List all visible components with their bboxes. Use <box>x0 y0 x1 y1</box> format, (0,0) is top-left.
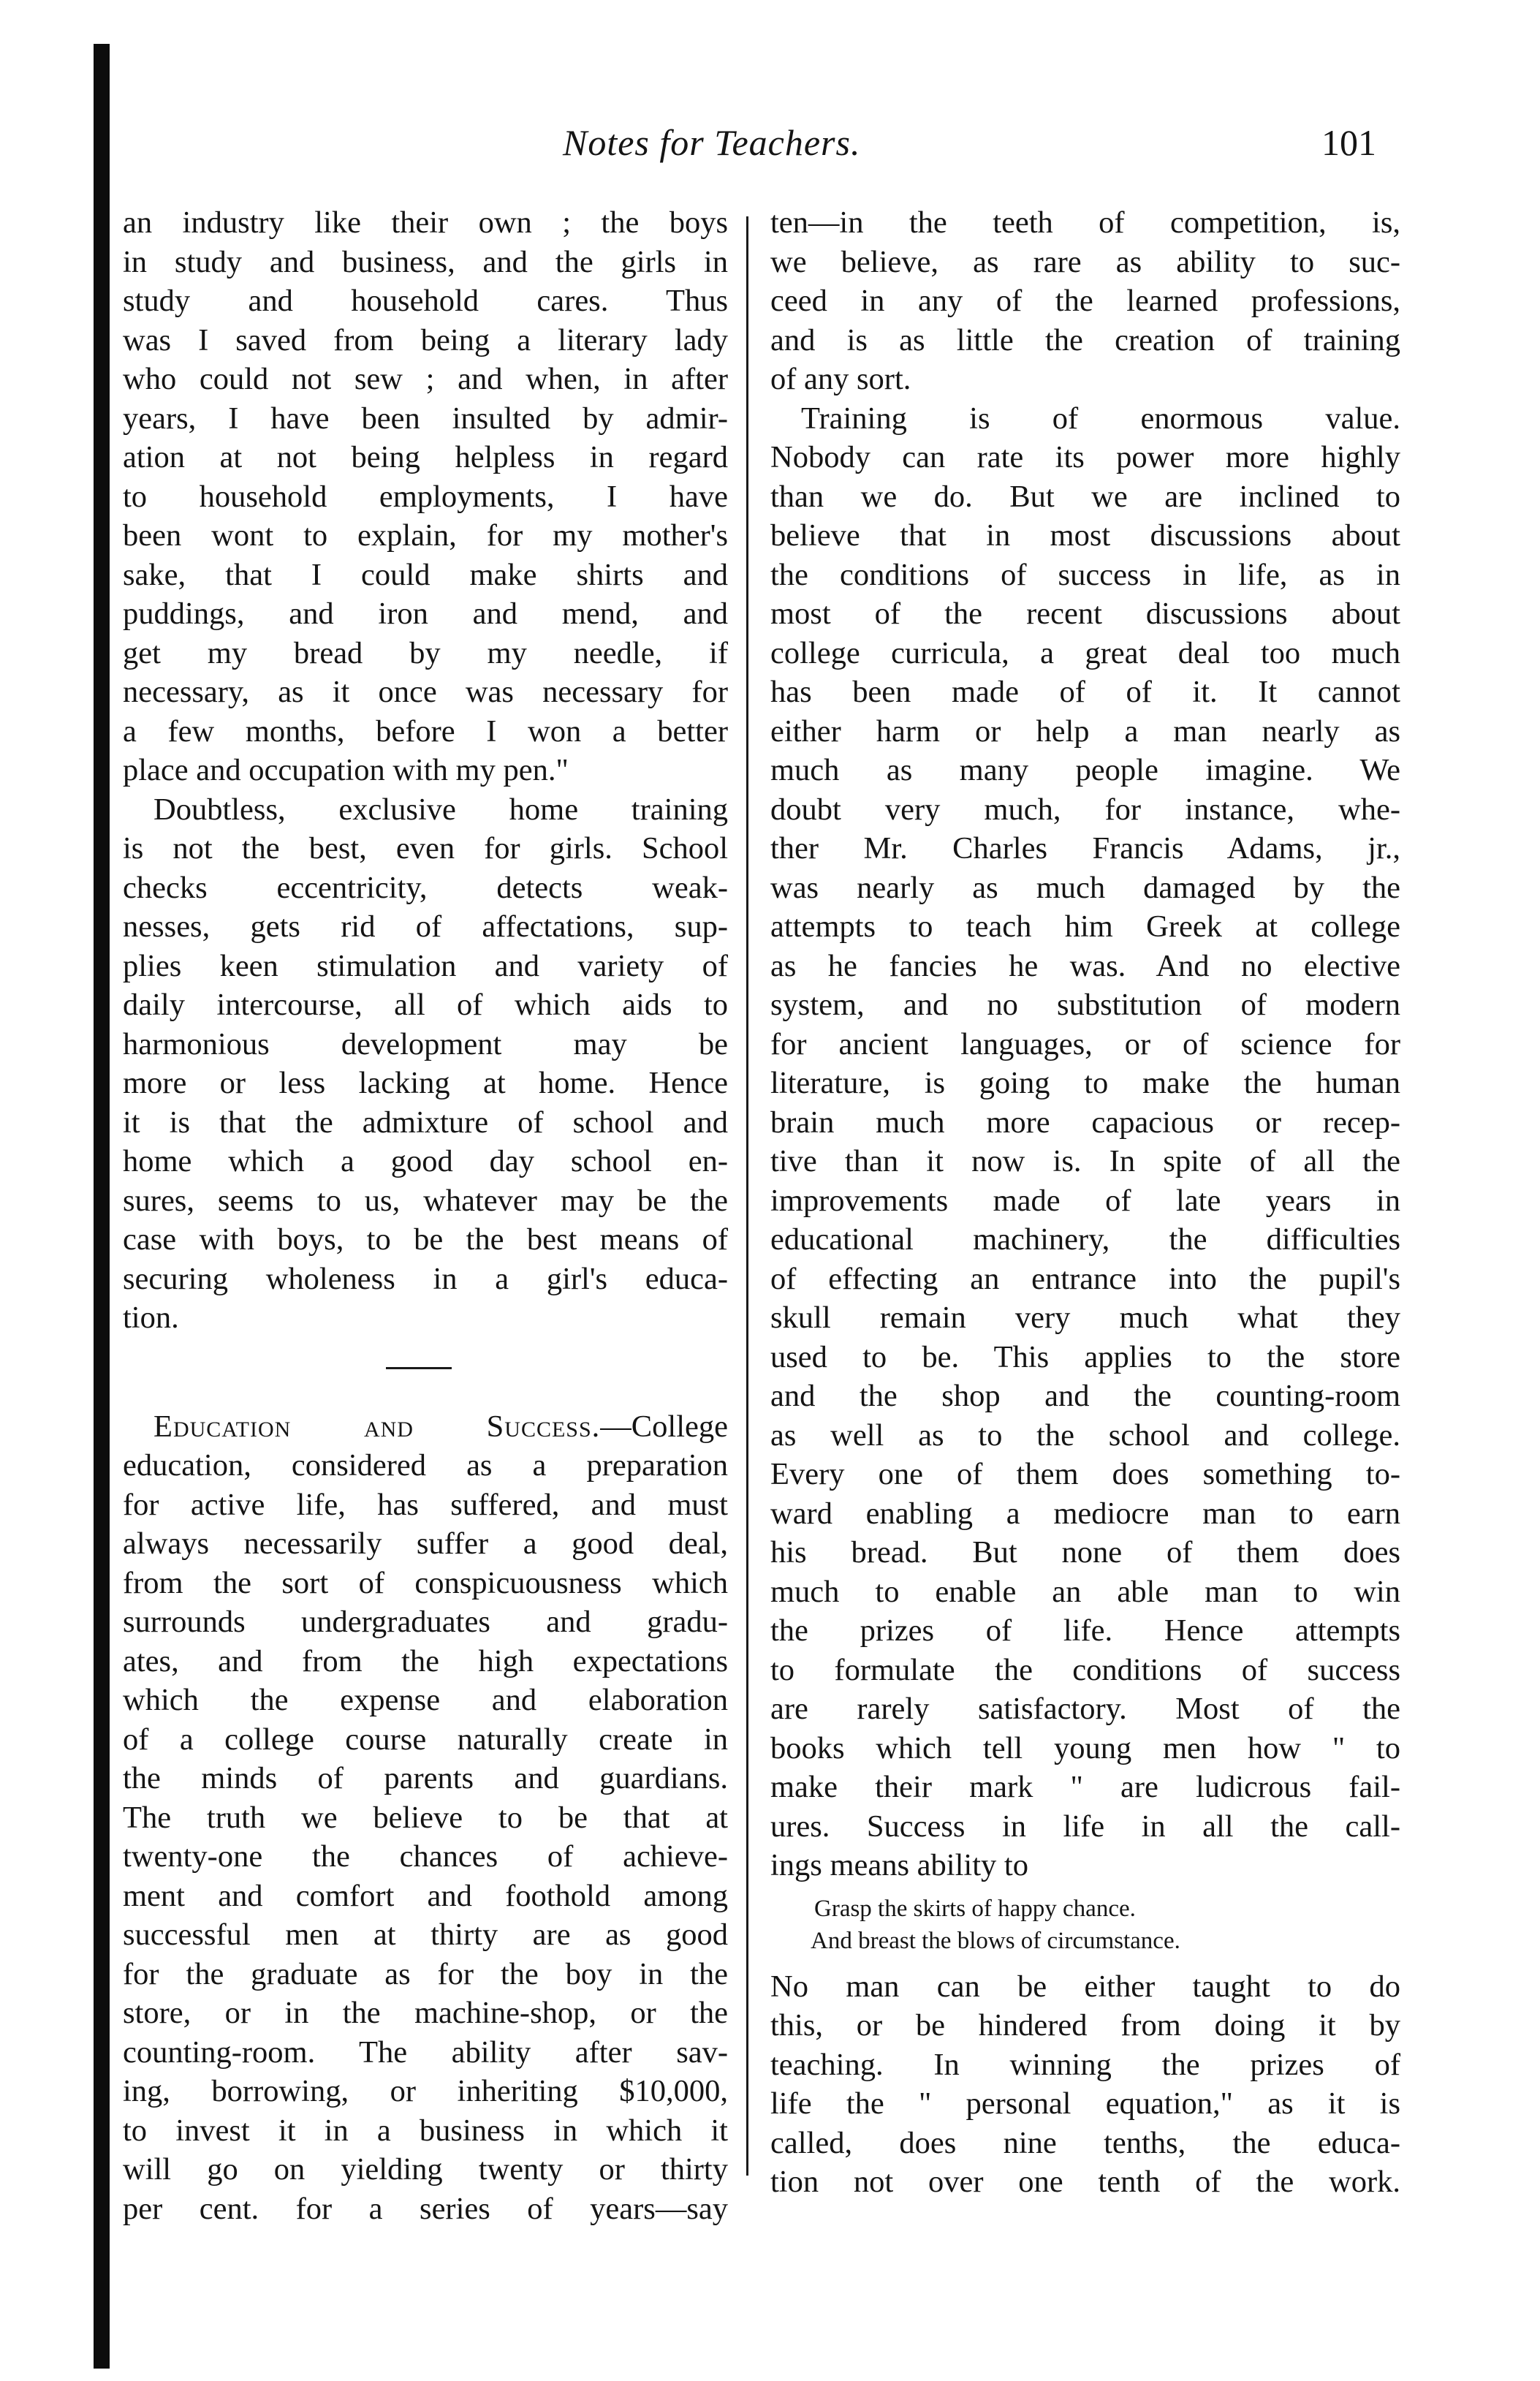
spacer <box>770 1957 1400 1967</box>
text-line: tive than it now is. In spite of all the <box>770 1144 1400 1178</box>
text-line: as he fancies he was. And no elective <box>770 948 1400 983</box>
text-line: either harm or help a man nearly as <box>770 713 1400 749</box>
text-line: his bread. But none of them does <box>770 1535 1400 1570</box>
paragraph <box>123 203 728 790</box>
text-line: skull remain very much what they <box>770 1301 1400 1335</box>
text-line: Nobody can rate its power more highly <box>770 440 1400 474</box>
paragraph <box>123 790 728 1338</box>
text-line: No man can be either taught to do <box>770 1969 1400 2004</box>
text-line: ment and comfort and foothold among <box>123 1878 728 1913</box>
text-line: Training is of enormous value. <box>801 401 1400 436</box>
text-line: which the expense and elaboration <box>123 1683 728 1717</box>
text-line: improvements made of late years in <box>770 1183 1400 1218</box>
text-line: always necessarily suffer a good deal, <box>123 1526 728 1561</box>
text-line: sake, that I could make shirts and <box>123 557 728 592</box>
text-line: more or less lacking at home. Hence <box>123 1066 728 1100</box>
text-line: place and occupation with my pen." <box>123 753 569 787</box>
text-line: Doubtless, exclusive home training <box>153 792 728 827</box>
text-line: and is as little the creation of training <box>770 322 1400 357</box>
text-line: was I saved from being a literary lady <box>123 322 728 357</box>
heading-continuation: —College <box>600 1409 728 1444</box>
text-line: The truth we believe to be that at <box>123 1800 728 1835</box>
section-divider <box>386 1367 452 1369</box>
text-line: and the shop and the counting-room <box>770 1379 1400 1413</box>
text-line: years, I have been insulted by admir- <box>123 401 728 436</box>
text-line: the prizes of life. Hence attempts <box>770 1613 1400 1648</box>
text-line: brain much more capacious or recep- <box>770 1105 1400 1140</box>
text-line <box>123 1407 728 1447</box>
text-line: tion. <box>123 1301 179 1335</box>
text-line: necessary, as it once was necessary for <box>123 675 728 709</box>
text-line: who could not sew ; and when, in after <box>123 362 728 396</box>
text-line: books which tell young men how " to <box>770 1730 1400 1765</box>
text-line: ten—in the teeth of competition, is, <box>770 205 1400 240</box>
text-line: much as many people imagine. We <box>770 753 1400 787</box>
column-divider <box>746 216 748 2176</box>
text-line: ation at not being helpless in regard <box>123 440 728 474</box>
text-line: a few months, before I won a better <box>123 713 728 749</box>
text-line: believe that in most discussions about <box>770 518 1400 553</box>
text-line: education, considered as a preparation <box>123 1448 728 1483</box>
text-line: than we do. But we are inclined to <box>770 479 1400 514</box>
text-line: teaching. In winning the prizes of <box>770 2047 1400 2082</box>
text-line: as well as to the school and college. <box>770 1417 1400 1453</box>
page-number: 101 <box>1321 122 1376 163</box>
text-line: study and household cares. Thus <box>123 284 728 318</box>
text-line: tion not over one tenth of the work. <box>770 2165 1400 2199</box>
text-line: per cent. for a series of years—say <box>123 2191 728 2226</box>
paragraph <box>770 399 1400 1885</box>
text-line: ing, borrowing, or inheriting $10,000, <box>123 2074 728 2108</box>
text-line: ther Mr. Charles Francis Adams, jr., <box>770 831 1400 866</box>
text-line: checks eccentricity, detects weak- <box>123 870 728 905</box>
paragraph <box>123 1407 728 2229</box>
text-line: has been made of of it. It cannot <box>770 675 1400 709</box>
text-line: puddings, and iron and mend, and <box>123 597 728 631</box>
running-header-title: Notes for Teachers. <box>563 122 861 163</box>
text-line: of effecting an entrance into the pupil's <box>770 1261 1400 1296</box>
text-line: ings means ability to <box>770 1848 1028 1882</box>
text-line: of any sort. <box>770 362 911 396</box>
text-line: surrounds undergraduates and gradu- <box>123 1605 728 1639</box>
text-line: ward enabling a mediocre man to earn <box>770 1496 1400 1531</box>
text-line: system, and no substitution of modern <box>770 988 1400 1022</box>
text-line: used to be. This applies to the store <box>770 1339 1400 1374</box>
text-line: literature, is going to make the human <box>770 1066 1400 1100</box>
text-line: daily intercourse, all of which aids to <box>123 988 728 1022</box>
text-line: are rarely satisfactory. Most of the <box>770 1692 1400 1726</box>
text-line: we believe, as rare as ability to suc- <box>770 244 1400 279</box>
text-line: will go on yielding twenty or thirty <box>123 2152 728 2187</box>
spacer <box>123 1338 728 1367</box>
text-line: life the " personal equation," as it is <box>770 2086 1400 2121</box>
text-line: much to enable an able man to win <box>770 1574 1400 1609</box>
text-line: doubt very much, for instance, whe- <box>770 792 1400 827</box>
text-line: to formulate the conditions of success <box>770 1652 1400 1687</box>
text-line: ates, and from the high expectations <box>123 1643 728 1678</box>
text-line: been wont to explain, for my mother's <box>123 518 728 553</box>
text-line: ceed in any of the learned professions, <box>770 284 1400 318</box>
text-line: successful men at thirty are as good <box>123 1918 728 1952</box>
book-spine-shadow <box>94 44 110 2369</box>
text-line: it is that the admixture of school and <box>123 1105 728 1140</box>
text-line: make their mark " are ludicrous fail- <box>770 1770 1400 1804</box>
text-line: attempts to teach him Greek at college <box>770 909 1400 944</box>
text-line: to invest it in a business in which it <box>123 2113 728 2148</box>
verse-quotation <box>770 1893 1400 1957</box>
text-line: is not the best, even for girls. School <box>123 831 728 866</box>
text-line: for the graduate as for the boy in the <box>123 1956 728 1991</box>
text-line: was nearly as much damaged by the <box>770 870 1400 905</box>
text-line: twenty-one the chances of achieve- <box>123 1839 728 1874</box>
verse-line: Grasp the skirts of happy chance. <box>814 1895 1136 1922</box>
text-line: called, does nine tenths, the educa- <box>770 2125 1400 2160</box>
verse-line: And breast the blows of circumstance. <box>811 1927 1180 1954</box>
text-line: home which a good day school en- <box>123 1144 728 1178</box>
text-line: store, or in the machine-shop, or the <box>123 1996 728 2030</box>
text-line: counting-room. The ability after sav- <box>123 2034 728 2070</box>
text-line: harmonious development may be <box>123 1026 728 1061</box>
text-line: for active life, has suffered, and must <box>123 1487 728 1522</box>
text-line: plies keen stimulation and variety of <box>123 948 728 983</box>
text-line: get my bread by my needle, if <box>123 635 728 670</box>
text-line: Every one of them does something to- <box>770 1457 1400 1491</box>
section-heading: Education and Success. <box>153 1409 601 1444</box>
text-line: nesses, gets rid of affectations, sup- <box>123 909 728 944</box>
text-line: in study and business, and the girls in <box>123 244 728 279</box>
text-line: this, or be hindered from doing it by <box>770 2008 1400 2043</box>
text-line: educational machinery, the difficulties <box>770 1222 1400 1257</box>
text-line: of a college course naturally create in <box>123 1722 728 1757</box>
text-line: to household employments, I have <box>123 479 728 514</box>
text-line: sures, seems to us, whatever may be the <box>123 1183 728 1218</box>
text-line: for ancient languages, or of science for <box>770 1026 1400 1061</box>
text-line: securing wholeness in a girl's educa- <box>123 1261 728 1296</box>
text-line: from the sort of conspicuousness which <box>123 1565 728 1600</box>
text-line: an industry like their own ; the boys <box>123 205 728 240</box>
text-line: the minds of parents and guardians. <box>123 1761 728 1795</box>
left-column <box>123 203 728 2228</box>
text-line: most of the recent discussions about <box>770 597 1400 631</box>
text-line: case with boys, to be the best means of <box>123 1222 728 1257</box>
text-line: college curricula, a great deal too much <box>770 635 1400 670</box>
text-line: the conditions of success in life, as in <box>770 557 1400 592</box>
paragraph <box>770 203 1400 399</box>
paragraph <box>770 1967 1400 2202</box>
spacer <box>770 1885 1400 1893</box>
text-line: ures. Success in life in all the call- <box>770 1809 1400 1844</box>
right-column <box>770 203 1400 2202</box>
